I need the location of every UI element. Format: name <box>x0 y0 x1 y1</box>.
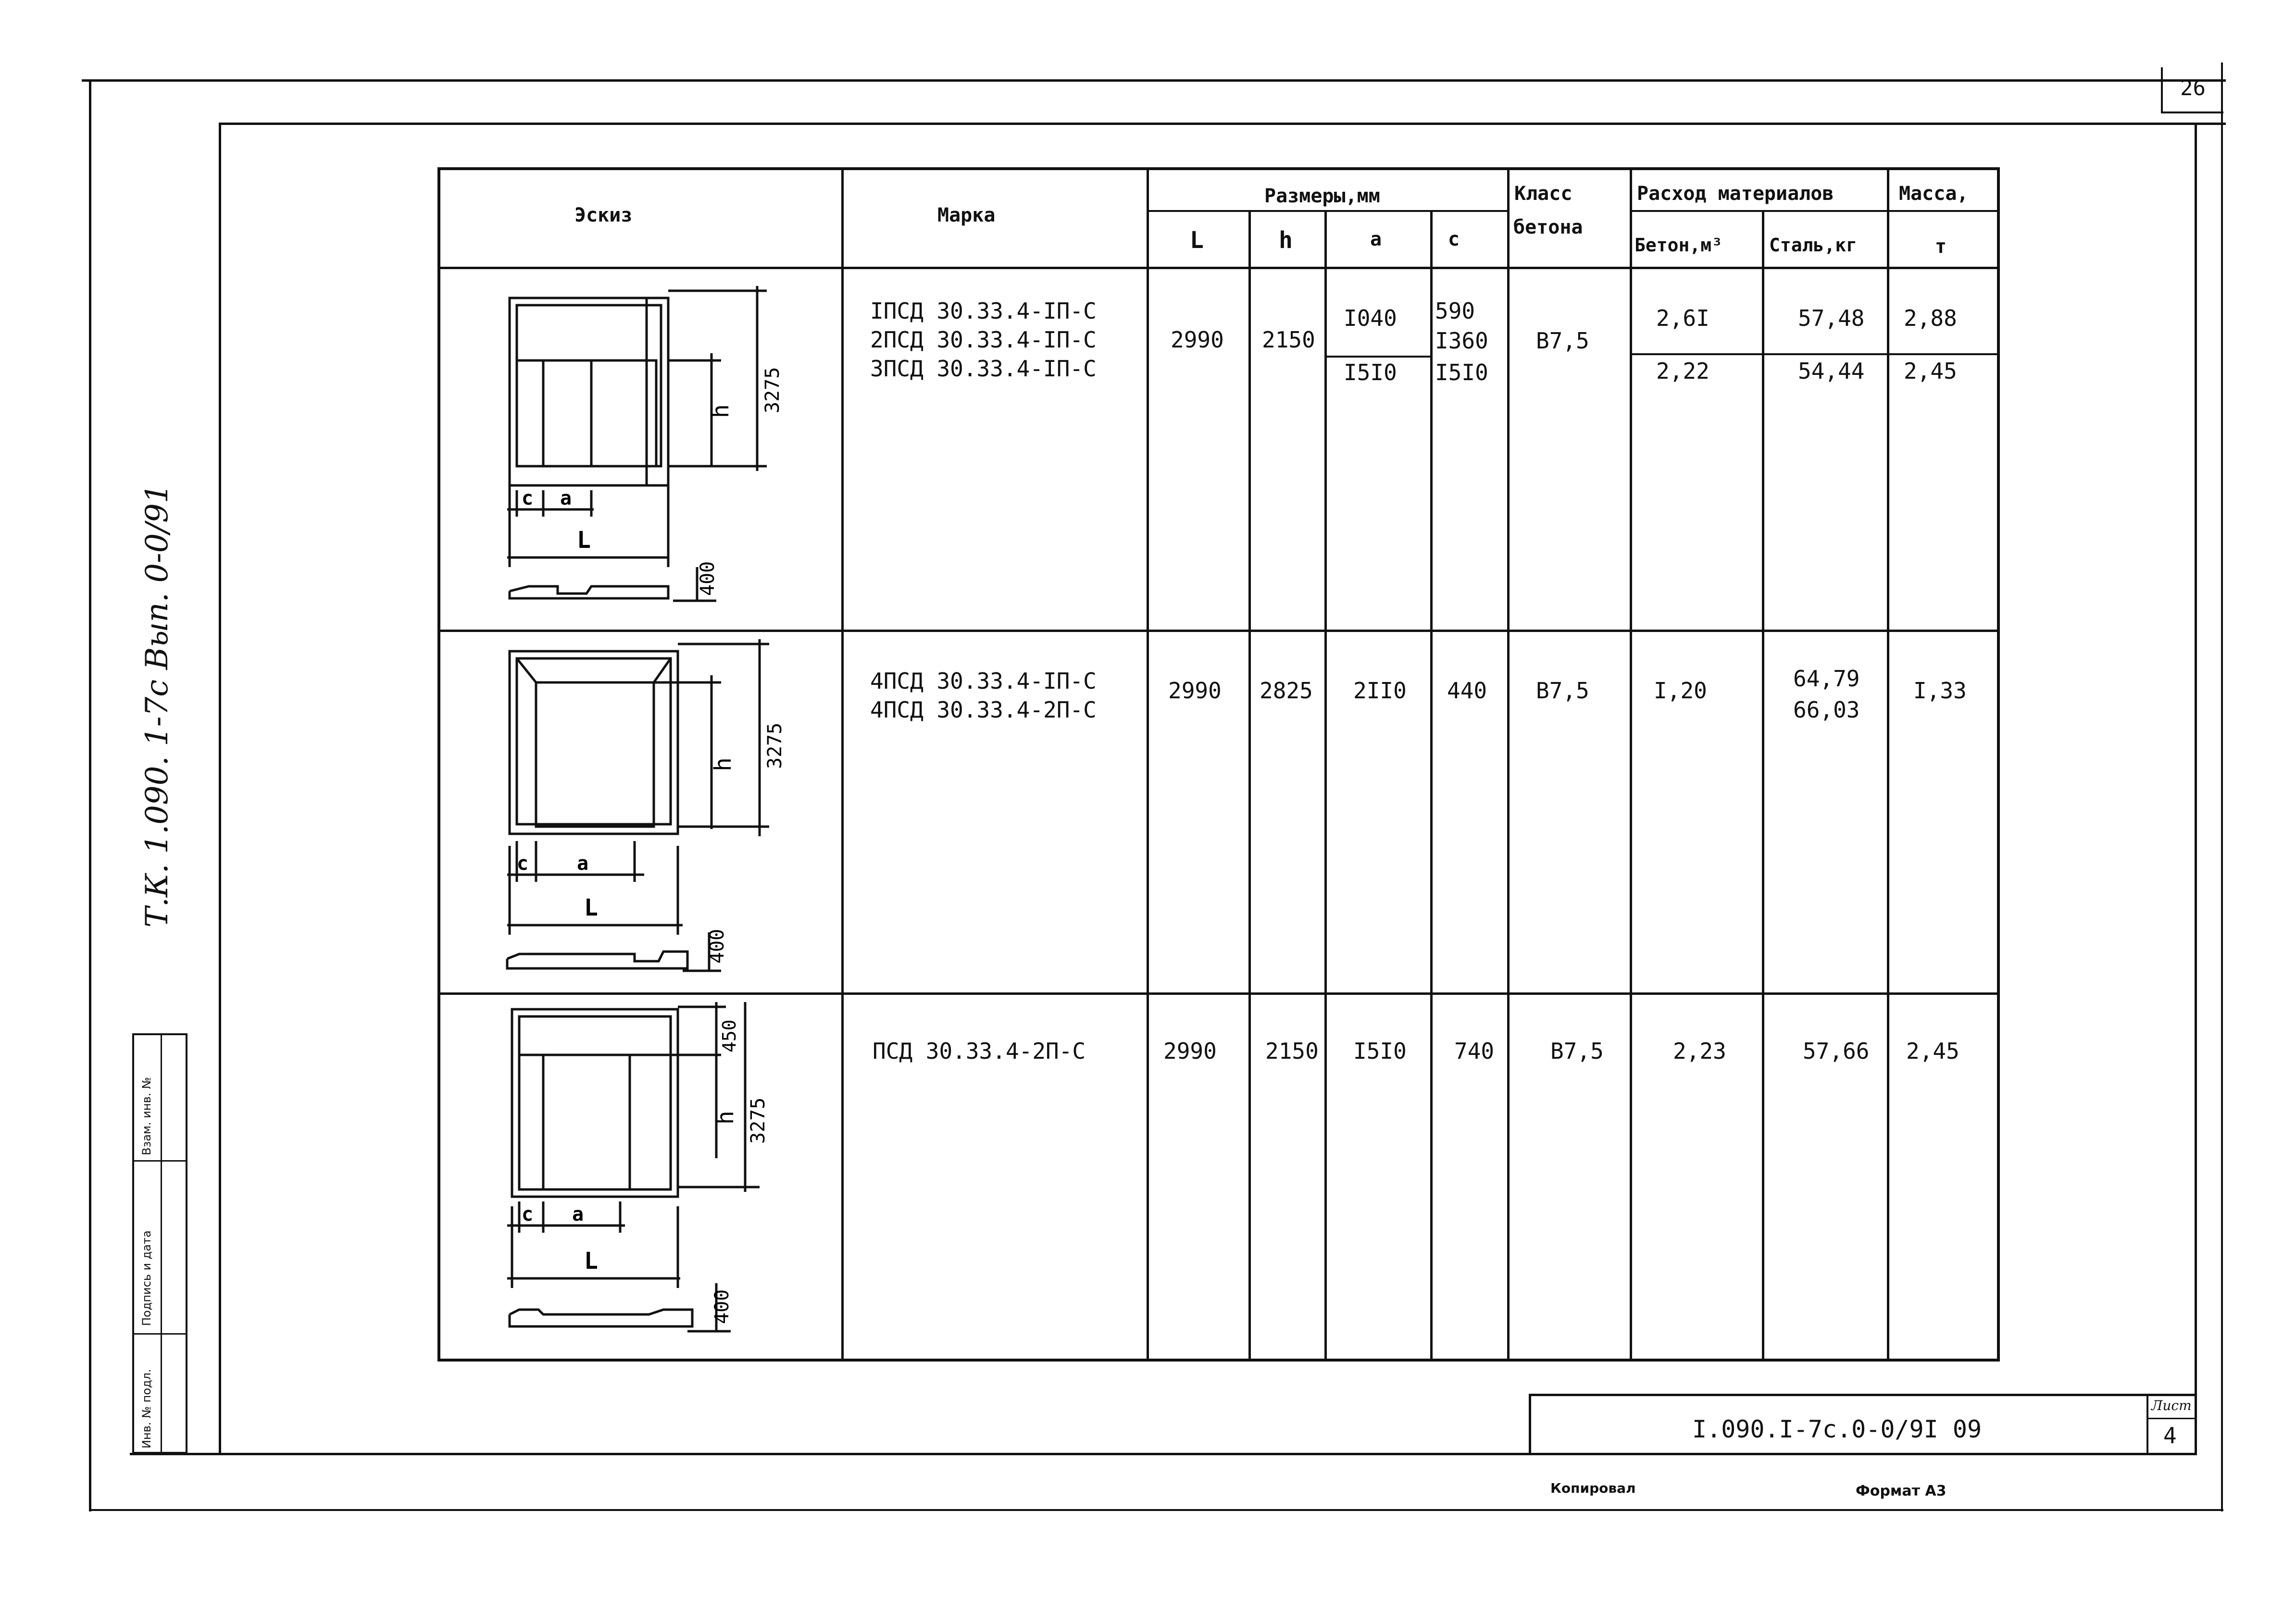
col-line-h <box>1324 211 1327 1362</box>
title-block-sheet-label: Лист <box>2151 1398 2192 1413</box>
sketch3-dim-top: 450 <box>719 1019 740 1052</box>
footer-format: Формат А3 <box>1856 1483 1947 1499</box>
sketch1-dim-total: 3275 <box>761 367 784 413</box>
header-concrete-vol: Бетон,м³ <box>1635 235 1723 256</box>
col-line-sketch <box>841 167 844 1362</box>
row1-mass-2: 2,45 <box>1904 358 1957 384</box>
row1-mark-1: IПСД 30.33.4-IП-С <box>870 298 1097 324</box>
title-block-code: I.090.I-7с.0-0/9I 09 <box>1692 1415 1982 1443</box>
col-line-concrete <box>1762 211 1764 1362</box>
row1-mark-2: 2ПСД 30.33.4-IП-С <box>870 327 1097 353</box>
sketch3-dim-c: c <box>522 1203 534 1226</box>
row1-concrete-2: 2,22 <box>1656 358 1710 384</box>
header-steel: Сталь,кг <box>1769 235 1858 256</box>
row1-c-1: 590 <box>1435 298 1475 324</box>
header-materials: Расход материалов <box>1637 183 1834 205</box>
sketch2-dim-h: h <box>710 757 736 771</box>
row1-materials-split <box>1630 353 2000 355</box>
col-line-mark <box>1147 167 1149 1362</box>
row2-concrete: I,20 <box>1654 678 1707 704</box>
row1-c-3: I5I0 <box>1435 359 1488 385</box>
sketch2-dim-total: 3275 <box>764 722 786 769</box>
header-dims: Размеры,мм <box>1264 185 1380 207</box>
row2-mark-1: 4ПСД 30.33.4-IП-С <box>870 668 1097 694</box>
header-dim-c: c <box>1448 228 1460 250</box>
stamp-label-3: Инв. № подл. <box>140 1369 153 1449</box>
title-block-sheet-number: 4 <box>2163 1423 2177 1449</box>
header-sub-line-dims <box>1147 210 1508 212</box>
stamp-sep-2 <box>134 1333 186 1335</box>
row1-steel-1: 57,48 <box>1798 305 1865 331</box>
stamp-sep-1 <box>134 1160 186 1162</box>
sketch2-dim-L: L <box>584 894 598 921</box>
sketch-row2 <box>490 639 788 985</box>
row2-a: 2II0 <box>1353 678 1407 704</box>
row3-mass: 2,45 <box>1906 1038 1959 1064</box>
header-mass-unit: т <box>1935 235 1947 258</box>
header-class-1: Класс <box>1514 183 1572 205</box>
footer-copied: Копировал <box>1550 1480 1636 1496</box>
outer-frame-left <box>89 79 91 1511</box>
header-mass: Масса, <box>1899 183 1969 205</box>
row3-L: 2990 <box>1163 1038 1217 1064</box>
row2-h: 2825 <box>1260 678 1313 704</box>
title-block-sheet-line <box>2146 1418 2197 1419</box>
sketch3-dim-depth: 400 <box>711 1289 733 1324</box>
title-block-sheet-divider <box>2146 1394 2148 1454</box>
row3-class: В7,5 <box>1550 1038 1604 1064</box>
row1-c-2: I360 <box>1435 328 1488 354</box>
row1-h: 2150 <box>1262 327 1315 353</box>
row1-mass-1: 2,88 <box>1904 305 1957 331</box>
sketch-row1 <box>490 279 788 615</box>
page-number-box-left <box>2161 67 2163 113</box>
col-line-a <box>1430 211 1433 1362</box>
sketch1-dim-depth: 400 <box>697 561 719 596</box>
row3-h: 2150 <box>1265 1038 1319 1064</box>
sketch1-dim-c: c <box>522 487 534 509</box>
row1-mark-3: 3ПСД 30.33.4-IП-С <box>870 356 1097 382</box>
row1-L: 2990 <box>1171 327 1224 353</box>
row1-a-bottom: I5I0 <box>1344 359 1397 385</box>
row1-steel-2: 54,44 <box>1798 358 1865 384</box>
sketch3-dim-a: a <box>572 1203 584 1226</box>
row-separator-2 <box>437 992 2000 995</box>
row3-steel: 57,66 <box>1803 1038 1870 1064</box>
header-sketch: Эскиз <box>574 204 633 226</box>
sketch1-dim-h: h <box>707 404 734 418</box>
row3-a: I5I0 <box>1353 1038 1407 1064</box>
row2-steel-2: 66,03 <box>1793 697 1860 723</box>
sketch2-dim-a: a <box>577 853 589 875</box>
outer-frame-right <box>2221 62 2223 1511</box>
sketch1-dim-a: a <box>560 487 572 509</box>
row2-mass: I,33 <box>1913 678 1967 704</box>
stamp-strip <box>132 1033 187 1454</box>
stamp-label-2: Подпись и дата <box>140 1230 153 1326</box>
inner-frame-top <box>219 123 2226 125</box>
header-dim-a: a <box>1370 228 1382 250</box>
row3-c: 740 <box>1454 1038 1495 1064</box>
row2-class: В7,5 <box>1536 678 1589 704</box>
header-class-2: бетона <box>1513 216 1583 238</box>
sketch3-dim-h: h <box>712 1111 739 1125</box>
stamp-label-1: Взам. инв. № <box>140 1077 153 1155</box>
header-mark: Марка <box>937 204 996 226</box>
outer-frame-top <box>82 79 2226 82</box>
header-dim-L: L <box>1190 227 1204 254</box>
header-bottom-line <box>437 267 2000 269</box>
side-note: Т.К. 1.090. 1-7с Вып. 0-0/91 <box>139 483 175 928</box>
row1-class: В7,5 <box>1536 328 1589 354</box>
header-dim-h: h <box>1279 227 1293 254</box>
row2-mark-2: 4ПСД 30.33.4-2П-С <box>870 697 1097 723</box>
row1-a-split <box>1324 356 1430 358</box>
page-number-box-bottom <box>2161 111 2223 113</box>
row2-L: 2990 <box>1168 678 1222 704</box>
sketch-row3 <box>490 1000 788 1346</box>
col-line-class <box>1630 167 1632 1362</box>
row3-concrete: 2,23 <box>1673 1038 1726 1064</box>
row1-a-top: I040 <box>1344 305 1397 331</box>
sketch2-dim-c: c <box>517 853 529 875</box>
row2-c: 440 <box>1447 678 1487 704</box>
inner-frame-right <box>2195 123 2197 1455</box>
row-separator-1 <box>437 630 2000 632</box>
sketch1-dim-L: L <box>577 527 591 554</box>
row1-concrete-1: 2,6I <box>1656 305 1710 331</box>
stamp-divider <box>161 1035 162 1452</box>
header-sub-line-materials <box>1630 210 2000 212</box>
sketch3-dim-L: L <box>584 1248 598 1275</box>
col-line-L <box>1248 211 1251 1362</box>
col-line-steel <box>1887 167 1889 1362</box>
sketch3-dim-total: 3275 <box>747 1097 769 1144</box>
row3-mark-1: ПСД 30.33.4-2П-С <box>873 1038 1086 1064</box>
col-line-c <box>1507 167 1510 1362</box>
outer-frame-bottom <box>89 1509 2223 1511</box>
sketch2-dim-depth: 400 <box>706 929 728 964</box>
page-number: 26 <box>2180 76 2206 100</box>
inner-frame-left <box>219 123 221 1455</box>
row2-steel-1: 64,79 <box>1793 666 1860 692</box>
